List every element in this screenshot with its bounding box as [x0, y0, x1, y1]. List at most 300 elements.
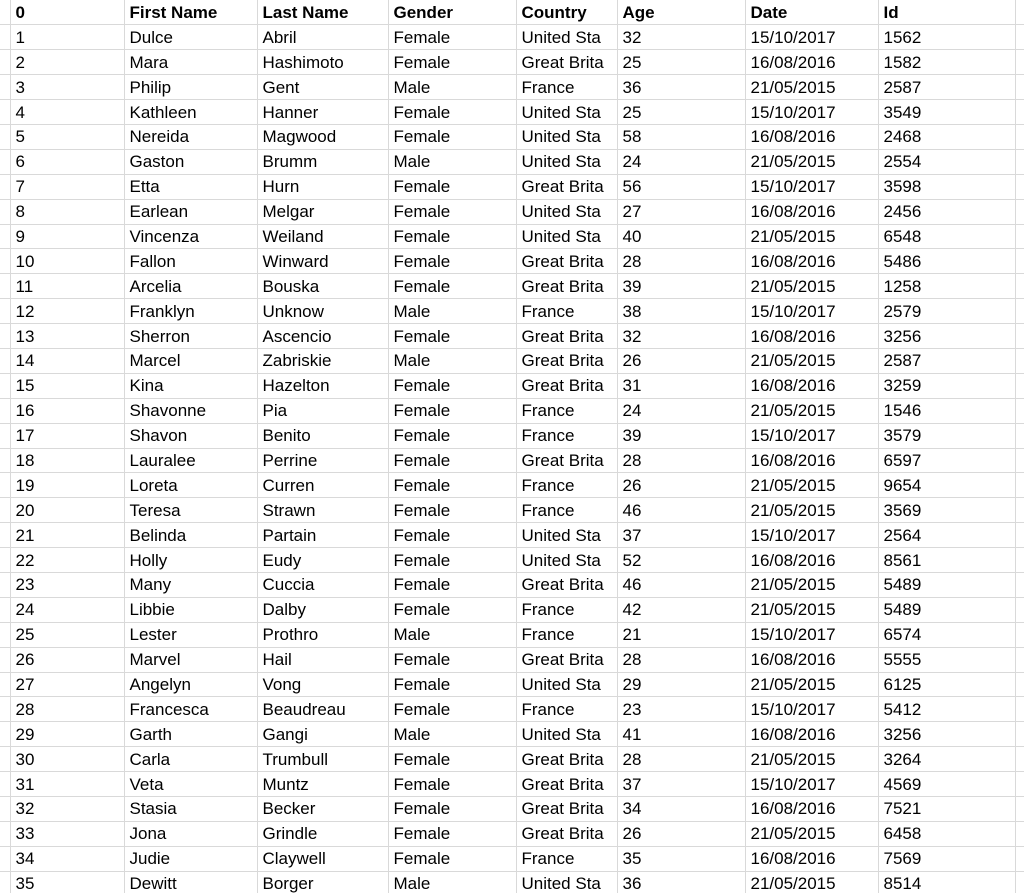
cell-date[interactable]: 16/08/2016 — [745, 199, 878, 224]
column-header-last-name[interactable]: Last Name — [257, 0, 388, 25]
table-row[interactable] — [0, 324, 1024, 349]
table-row[interactable] — [0, 348, 1024, 373]
cell-gender[interactable]: Female — [388, 473, 516, 498]
cell-date[interactable]: 15/10/2017 — [745, 25, 878, 50]
cell-id[interactable]: 3264 — [878, 747, 1015, 772]
cell-date[interactable]: 15/10/2017 — [745, 100, 878, 125]
cell-date[interactable]: 21/05/2015 — [745, 672, 878, 697]
cell-age[interactable]: 46 — [617, 572, 745, 597]
cell-gender[interactable]: Female — [388, 597, 516, 622]
cell-age[interactable]: 56 — [617, 174, 745, 199]
cell-gender[interactable]: Female — [388, 50, 516, 75]
table-row[interactable] — [0, 398, 1024, 423]
cell-id[interactable]: 1546 — [878, 398, 1015, 423]
cell-gender[interactable]: Female — [388, 249, 516, 274]
cell-last[interactable]: Hashimoto — [257, 50, 388, 75]
cell-age[interactable]: 37 — [617, 772, 745, 797]
cell-gender[interactable]: Female — [388, 572, 516, 597]
cell-id[interactable]: 2456 — [878, 199, 1015, 224]
cell-gender[interactable]: Male — [388, 348, 516, 373]
cell-age[interactable]: 46 — [617, 498, 745, 523]
table-row[interactable] — [0, 50, 1024, 75]
cell-gender[interactable]: Female — [388, 100, 516, 125]
cell-index[interactable]: 17 — [10, 423, 124, 448]
cell-age[interactable]: 26 — [617, 821, 745, 846]
cell-first[interactable]: Shavonne — [124, 398, 257, 423]
cell-date[interactable]: 16/08/2016 — [745, 50, 878, 75]
cell-gender[interactable]: Female — [388, 373, 516, 398]
cell-date[interactable]: 16/08/2016 — [745, 448, 878, 473]
cell-country[interactable]: Great Brita — [516, 448, 617, 473]
cell-date[interactable]: 16/08/2016 — [745, 373, 878, 398]
table-row[interactable] — [0, 299, 1024, 324]
cell-index[interactable]: 31 — [10, 772, 124, 797]
cell-first[interactable]: Nereida — [124, 124, 257, 149]
column-header-date[interactable]: Date — [745, 0, 878, 25]
cell-last[interactable]: Bouska — [257, 274, 388, 299]
cell-country[interactable]: United Sta — [516, 149, 617, 174]
table-row[interactable] — [0, 846, 1024, 871]
cell-age[interactable]: 23 — [617, 697, 745, 722]
table-row[interactable] — [0, 548, 1024, 573]
cell-country[interactable]: United Sta — [516, 124, 617, 149]
cell-id[interactable]: 3598 — [878, 174, 1015, 199]
cell-first[interactable]: Jona — [124, 821, 257, 846]
cell-index[interactable]: 21 — [10, 523, 124, 548]
cell-country[interactable]: Great Brita — [516, 747, 617, 772]
cell-age[interactable]: 26 — [617, 348, 745, 373]
table-row[interactable] — [0, 274, 1024, 299]
cell-first[interactable]: Holly — [124, 548, 257, 573]
cell-age[interactable]: 38 — [617, 299, 745, 324]
cell-first[interactable]: Belinda — [124, 523, 257, 548]
table-row[interactable] — [0, 572, 1024, 597]
table-row[interactable] — [0, 100, 1024, 125]
cell-country[interactable]: France — [516, 423, 617, 448]
cell-id[interactable]: 7569 — [878, 846, 1015, 871]
cell-date[interactable]: 15/10/2017 — [745, 299, 878, 324]
cell-index[interactable]: 3 — [10, 75, 124, 100]
cell-gender[interactable]: Female — [388, 274, 516, 299]
cell-gender[interactable]: Female — [388, 772, 516, 797]
cell-gender[interactable]: Female — [388, 224, 516, 249]
cell-index[interactable]: 26 — [10, 647, 124, 672]
cell-country[interactable]: France — [516, 622, 617, 647]
cell-gender[interactable]: Female — [388, 199, 516, 224]
table-row[interactable] — [0, 473, 1024, 498]
cell-date[interactable]: 15/10/2017 — [745, 174, 878, 199]
cell-id[interactable]: 6458 — [878, 821, 1015, 846]
cell-index[interactable]: 35 — [10, 871, 124, 893]
cell-age[interactable]: 24 — [617, 149, 745, 174]
cell-id[interactable]: 1582 — [878, 50, 1015, 75]
cell-last[interactable]: Curren — [257, 473, 388, 498]
cell-country[interactable]: United Sta — [516, 25, 617, 50]
cell-index[interactable]: 13 — [10, 324, 124, 349]
cell-date[interactable]: 15/10/2017 — [745, 423, 878, 448]
cell-country[interactable]: Great Brita — [516, 647, 617, 672]
cell-first[interactable]: Dulce — [124, 25, 257, 50]
cell-index[interactable]: 24 — [10, 597, 124, 622]
cell-first[interactable]: Judie — [124, 846, 257, 871]
cell-first[interactable]: Fallon — [124, 249, 257, 274]
table-row[interactable] — [0, 199, 1024, 224]
cell-date[interactable]: 15/10/2017 — [745, 523, 878, 548]
table-row[interactable] — [0, 25, 1024, 50]
cell-country[interactable]: France — [516, 398, 617, 423]
cell-date[interactable]: 21/05/2015 — [745, 75, 878, 100]
cell-id[interactable]: 2587 — [878, 75, 1015, 100]
cell-id[interactable]: 5489 — [878, 597, 1015, 622]
cell-first[interactable]: Lester — [124, 622, 257, 647]
cell-index[interactable]: 11 — [10, 274, 124, 299]
cell-date[interactable]: 16/08/2016 — [745, 797, 878, 822]
cell-last[interactable]: Vong — [257, 672, 388, 697]
cell-country[interactable]: Great Brita — [516, 174, 617, 199]
cell-country[interactable]: Great Brita — [516, 797, 617, 822]
cell-first[interactable]: Francesca — [124, 697, 257, 722]
cell-last[interactable]: Gangi — [257, 722, 388, 747]
cell-date[interactable]: 16/08/2016 — [745, 249, 878, 274]
table-row[interactable] — [0, 523, 1024, 548]
cell-age[interactable]: 21 — [617, 622, 745, 647]
cell-age[interactable]: 27 — [617, 199, 745, 224]
cell-last[interactable]: Hurn — [257, 174, 388, 199]
table-row[interactable] — [0, 75, 1024, 100]
column-header-first-name[interactable]: First Name — [124, 0, 257, 25]
cell-index[interactable]: 28 — [10, 697, 124, 722]
cell-age[interactable]: 36 — [617, 871, 745, 893]
cell-gender[interactable]: Male — [388, 299, 516, 324]
column-header-age[interactable]: Age — [617, 0, 745, 25]
cell-country[interactable]: Great Brita — [516, 324, 617, 349]
cell-id[interactable]: 5555 — [878, 647, 1015, 672]
cell-index[interactable]: 27 — [10, 672, 124, 697]
cell-first[interactable]: Marvel — [124, 647, 257, 672]
cell-gender[interactable]: Female — [388, 821, 516, 846]
cell-last[interactable]: Claywell — [257, 846, 388, 871]
cell-first[interactable]: Libbie — [124, 597, 257, 622]
cell-index[interactable]: 32 — [10, 797, 124, 822]
cell-date[interactable]: 15/10/2017 — [745, 772, 878, 797]
column-header-country[interactable]: Country — [516, 0, 617, 25]
cell-country[interactable]: United Sta — [516, 100, 617, 125]
cell-first[interactable]: Many — [124, 572, 257, 597]
table-row[interactable] — [0, 647, 1024, 672]
cell-age[interactable]: 39 — [617, 274, 745, 299]
table-row[interactable] — [0, 747, 1024, 772]
cell-date[interactable]: 16/08/2016 — [745, 548, 878, 573]
cell-id[interactable]: 6125 — [878, 672, 1015, 697]
cell-last[interactable]: Gent — [257, 75, 388, 100]
cell-age[interactable]: 28 — [617, 647, 745, 672]
cell-last[interactable]: Trumbull — [257, 747, 388, 772]
cell-country[interactable]: Great Brita — [516, 249, 617, 274]
cell-age[interactable]: 28 — [617, 448, 745, 473]
cell-index[interactable]: 25 — [10, 622, 124, 647]
cell-country[interactable]: United Sta — [516, 224, 617, 249]
cell-date[interactable]: 21/05/2015 — [745, 821, 878, 846]
cell-first[interactable]: Marcel — [124, 348, 257, 373]
cell-age[interactable]: 41 — [617, 722, 745, 747]
cell-index[interactable]: 7 — [10, 174, 124, 199]
cell-date[interactable]: 16/08/2016 — [745, 324, 878, 349]
cell-id[interactable]: 3259 — [878, 373, 1015, 398]
cell-id[interactable]: 2579 — [878, 299, 1015, 324]
cell-country[interactable]: United Sta — [516, 672, 617, 697]
table-row[interactable] — [0, 821, 1024, 846]
cell-date[interactable]: 16/08/2016 — [745, 846, 878, 871]
cell-country[interactable]: Great Brita — [516, 821, 617, 846]
cell-last[interactable]: Dalby — [257, 597, 388, 622]
cell-last[interactable]: Cuccia — [257, 572, 388, 597]
table-row[interactable] — [0, 224, 1024, 249]
cell-date[interactable]: 16/08/2016 — [745, 124, 878, 149]
cell-last[interactable]: Magwood — [257, 124, 388, 149]
cell-index[interactable]: 29 — [10, 722, 124, 747]
cell-last[interactable]: Ascencio — [257, 324, 388, 349]
cell-age[interactable]: 28 — [617, 747, 745, 772]
cell-date[interactable]: 21/05/2015 — [745, 348, 878, 373]
cell-first[interactable]: Kathleen — [124, 100, 257, 125]
table-row[interactable] — [0, 149, 1024, 174]
cell-age[interactable]: 24 — [617, 398, 745, 423]
cell-gender[interactable]: Female — [388, 747, 516, 772]
cell-age[interactable]: 31 — [617, 373, 745, 398]
table-row[interactable] — [0, 124, 1024, 149]
cell-index[interactable]: 2 — [10, 50, 124, 75]
cell-gender[interactable]: Female — [388, 324, 516, 349]
cell-id[interactable]: 3256 — [878, 324, 1015, 349]
cell-gender[interactable]: Female — [388, 498, 516, 523]
cell-index[interactable]: 4 — [10, 100, 124, 125]
cell-first[interactable]: Teresa — [124, 498, 257, 523]
cell-last[interactable]: Becker — [257, 797, 388, 822]
cell-index[interactable]: 10 — [10, 249, 124, 274]
table-row[interactable] — [0, 498, 1024, 523]
cell-country[interactable]: United Sta — [516, 722, 617, 747]
cell-last[interactable]: Zabriskie — [257, 348, 388, 373]
cell-index[interactable]: 15 — [10, 373, 124, 398]
cell-country[interactable]: Great Brita — [516, 373, 617, 398]
cell-date[interactable]: 21/05/2015 — [745, 572, 878, 597]
cell-age[interactable]: 35 — [617, 846, 745, 871]
table-row[interactable] — [0, 672, 1024, 697]
cell-index[interactable]: 8 — [10, 199, 124, 224]
cell-gender[interactable]: Male — [388, 871, 516, 893]
cell-last[interactable]: Unknow — [257, 299, 388, 324]
cell-age[interactable]: 32 — [617, 324, 745, 349]
cell-id[interactable]: 2587 — [878, 348, 1015, 373]
cell-date[interactable]: 21/05/2015 — [745, 498, 878, 523]
table-row[interactable] — [0, 174, 1024, 199]
cell-last[interactable]: Hail — [257, 647, 388, 672]
cell-country[interactable]: Great Brita — [516, 772, 617, 797]
cell-index[interactable]: 19 — [10, 473, 124, 498]
cell-date[interactable]: 21/05/2015 — [745, 274, 878, 299]
cell-id[interactable]: 6548 — [878, 224, 1015, 249]
cell-last[interactable]: Partain — [257, 523, 388, 548]
cell-index[interactable]: 9 — [10, 224, 124, 249]
cell-last[interactable]: Benito — [257, 423, 388, 448]
cell-gender[interactable]: Female — [388, 448, 516, 473]
cell-last[interactable]: Weiland — [257, 224, 388, 249]
cell-gender[interactable]: Female — [388, 124, 516, 149]
cell-country[interactable]: France — [516, 597, 617, 622]
column-header-gender[interactable]: Gender — [388, 0, 516, 25]
cell-index[interactable]: 20 — [10, 498, 124, 523]
cell-gender[interactable]: Male — [388, 722, 516, 747]
cell-id[interactable]: 8514 — [878, 871, 1015, 893]
cell-age[interactable]: 26 — [617, 473, 745, 498]
cell-index[interactable]: 6 — [10, 149, 124, 174]
cell-first[interactable]: Angelyn — [124, 672, 257, 697]
cell-first[interactable]: Franklyn — [124, 299, 257, 324]
cell-index[interactable]: 1 — [10, 25, 124, 50]
cell-id[interactable]: 1258 — [878, 274, 1015, 299]
cell-id[interactable]: 3549 — [878, 100, 1015, 125]
cell-id[interactable]: 5412 — [878, 697, 1015, 722]
cell-id[interactable]: 5486 — [878, 249, 1015, 274]
cell-first[interactable]: Mara — [124, 50, 257, 75]
cell-gender[interactable]: Female — [388, 174, 516, 199]
cell-id[interactable]: 3256 — [878, 722, 1015, 747]
cell-index[interactable]: 18 — [10, 448, 124, 473]
cell-first[interactable]: Carla — [124, 747, 257, 772]
cell-country[interactable]: France — [516, 846, 617, 871]
cell-gender[interactable]: Female — [388, 523, 516, 548]
cell-id[interactable]: 3579 — [878, 423, 1015, 448]
cell-first[interactable]: Kina — [124, 373, 257, 398]
cell-last[interactable]: Muntz — [257, 772, 388, 797]
cell-gender[interactable]: Female — [388, 25, 516, 50]
cell-id[interactable]: 2554 — [878, 149, 1015, 174]
cell-id[interactable]: 9654 — [878, 473, 1015, 498]
cell-gender[interactable]: Female — [388, 846, 516, 871]
cell-age[interactable]: 29 — [617, 672, 745, 697]
cell-last[interactable]: Hazelton — [257, 373, 388, 398]
cell-gender[interactable]: Female — [388, 423, 516, 448]
cell-date[interactable]: 21/05/2015 — [745, 398, 878, 423]
cell-first[interactable]: Etta — [124, 174, 257, 199]
cell-gender[interactable]: Female — [388, 398, 516, 423]
cell-last[interactable]: Perrine — [257, 448, 388, 473]
cell-first[interactable]: Dewitt — [124, 871, 257, 893]
cell-country[interactable]: France — [516, 697, 617, 722]
cell-country[interactable]: Great Brita — [516, 274, 617, 299]
cell-gender[interactable]: Male — [388, 149, 516, 174]
cell-gender[interactable]: Male — [388, 622, 516, 647]
cell-country[interactable]: United Sta — [516, 523, 617, 548]
cell-country[interactable]: France — [516, 75, 617, 100]
cell-age[interactable]: 25 — [617, 100, 745, 125]
cell-date[interactable]: 16/08/2016 — [745, 722, 878, 747]
cell-first[interactable]: Shavon — [124, 423, 257, 448]
cell-id[interactable]: 7521 — [878, 797, 1015, 822]
table-row[interactable] — [0, 797, 1024, 822]
table-row[interactable] — [0, 373, 1024, 398]
cell-last[interactable]: Abril — [257, 25, 388, 50]
cell-id[interactable]: 5489 — [878, 572, 1015, 597]
cell-first[interactable]: Philip — [124, 75, 257, 100]
table-row[interactable] — [0, 622, 1024, 647]
cell-date[interactable]: 21/05/2015 — [745, 747, 878, 772]
cell-age[interactable]: 28 — [617, 249, 745, 274]
cell-date[interactable]: 21/05/2015 — [745, 149, 878, 174]
cell-id[interactable]: 2564 — [878, 523, 1015, 548]
cell-age[interactable]: 42 — [617, 597, 745, 622]
cell-first[interactable]: Arcelia — [124, 274, 257, 299]
cell-country[interactable]: France — [516, 473, 617, 498]
cell-first[interactable]: Sherron — [124, 324, 257, 349]
cell-id[interactable]: 4569 — [878, 772, 1015, 797]
cell-id[interactable]: 6574 — [878, 622, 1015, 647]
cell-index[interactable]: 30 — [10, 747, 124, 772]
cell-age[interactable]: 52 — [617, 548, 745, 573]
cell-id[interactable]: 6597 — [878, 448, 1015, 473]
cell-id[interactable]: 3569 — [878, 498, 1015, 523]
cell-age[interactable]: 36 — [617, 75, 745, 100]
cell-gender[interactable]: Female — [388, 647, 516, 672]
column-header-index[interactable]: 0 — [10, 0, 124, 25]
cell-id[interactable]: 1562 — [878, 25, 1015, 50]
table-row[interactable] — [0, 772, 1024, 797]
cell-first[interactable]: Earlean — [124, 199, 257, 224]
cell-last[interactable]: Melgar — [257, 199, 388, 224]
cell-first[interactable]: Veta — [124, 772, 257, 797]
cell-date[interactable]: 21/05/2015 — [745, 224, 878, 249]
cell-gender[interactable]: Female — [388, 797, 516, 822]
cell-date[interactable]: 21/05/2015 — [745, 473, 878, 498]
cell-country[interactable]: Great Brita — [516, 572, 617, 597]
column-header-id[interactable]: Id — [878, 0, 1015, 25]
cell-gender[interactable]: Female — [388, 548, 516, 573]
cell-index[interactable]: 16 — [10, 398, 124, 423]
cell-country[interactable]: France — [516, 299, 617, 324]
cell-index[interactable]: 23 — [10, 572, 124, 597]
cell-date[interactable]: 21/05/2015 — [745, 871, 878, 893]
cell-first[interactable]: Loreta — [124, 473, 257, 498]
cell-country[interactable]: United Sta — [516, 871, 617, 893]
cell-index[interactable]: 33 — [10, 821, 124, 846]
table-row[interactable] — [0, 871, 1024, 893]
cell-last[interactable]: Hanner — [257, 100, 388, 125]
cell-age[interactable]: 58 — [617, 124, 745, 149]
cell-last[interactable]: Pia — [257, 398, 388, 423]
table-row[interactable] — [0, 697, 1024, 722]
table-row[interactable] — [0, 448, 1024, 473]
table-row[interactable] — [0, 597, 1024, 622]
cell-index[interactable]: 5 — [10, 124, 124, 149]
cell-gender[interactable]: Male — [388, 75, 516, 100]
cell-date[interactable]: 16/08/2016 — [745, 647, 878, 672]
cell-last[interactable]: Beaudreau — [257, 697, 388, 722]
table-row[interactable] — [0, 722, 1024, 747]
cell-first[interactable]: Gaston — [124, 149, 257, 174]
cell-gender[interactable]: Female — [388, 697, 516, 722]
table-row[interactable] — [0, 423, 1024, 448]
cell-age[interactable]: 37 — [617, 523, 745, 548]
cell-last[interactable]: Prothro — [257, 622, 388, 647]
cell-last[interactable]: Eudy — [257, 548, 388, 573]
cell-country[interactable]: Great Brita — [516, 348, 617, 373]
cell-index[interactable]: 22 — [10, 548, 124, 573]
cell-country[interactable]: Great Brita — [516, 50, 617, 75]
cell-last[interactable]: Brumm — [257, 149, 388, 174]
cell-date[interactable]: 21/05/2015 — [745, 597, 878, 622]
cell-first[interactable]: Vincenza — [124, 224, 257, 249]
cell-country[interactable]: France — [516, 498, 617, 523]
